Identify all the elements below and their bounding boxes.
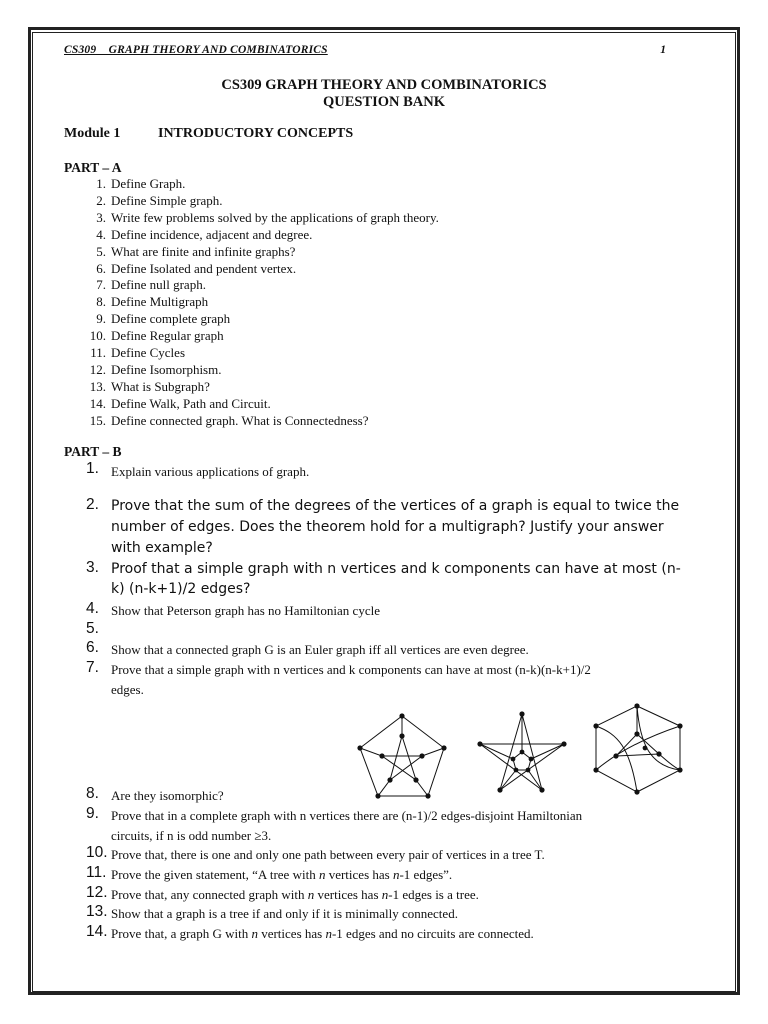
list-item: 13. What is Subgraph? [89,378,210,394]
list-item: 7. Define null graph. [96,277,206,293]
list-item: 8. Define Multigraph [96,294,209,310]
document-title: CS309 GRAPH THEORY AND COMBINATORICS [221,77,547,93]
running-header [64,44,666,56]
part-a-list [64,176,439,430]
list-item: 14. Define Walk, Path and Circuit. [89,395,271,411]
list-item: 11. Define Cycles [90,345,186,361]
petersen-graph-star-figure [477,711,566,792]
module-heading [64,126,354,142]
document-subtitle: QUESTION BANK [322,94,446,110]
list-item: 12. Define Isomorphism. [89,361,222,377]
header-course: CS309 GRAPH THEORY AND COMBINATORICS [64,44,328,56]
list-item: 1. Define Graph. [96,176,186,191]
list-item: 6. Define Isolated and pendent vertex. [96,260,297,276]
part-a-heading: PART – A [64,160,122,175]
module-title: INTRODUCTORY CONCEPTS [158,126,354,141]
list-item: 5. What are finite and infinite graphs? [96,243,296,259]
list-item: 3. Write few problems solved by the applications of graph theory. [96,209,439,225]
part-b-heading: PART – B [64,444,122,459]
graph-hexagon-figure [593,703,682,794]
list-item: 2. Define Simple graph. [96,192,223,208]
list-item: 9. Define complete graph [96,311,231,327]
list-item: 15. Define connected graph. What is Connectedness? [89,412,369,428]
list-item: 4. Define incidence, adjacent and degree. [96,226,313,242]
module-label: Module 1 [64,126,121,141]
list-item: 10. Define Regular graph [89,328,224,344]
header-page-number: 1 [660,44,666,56]
